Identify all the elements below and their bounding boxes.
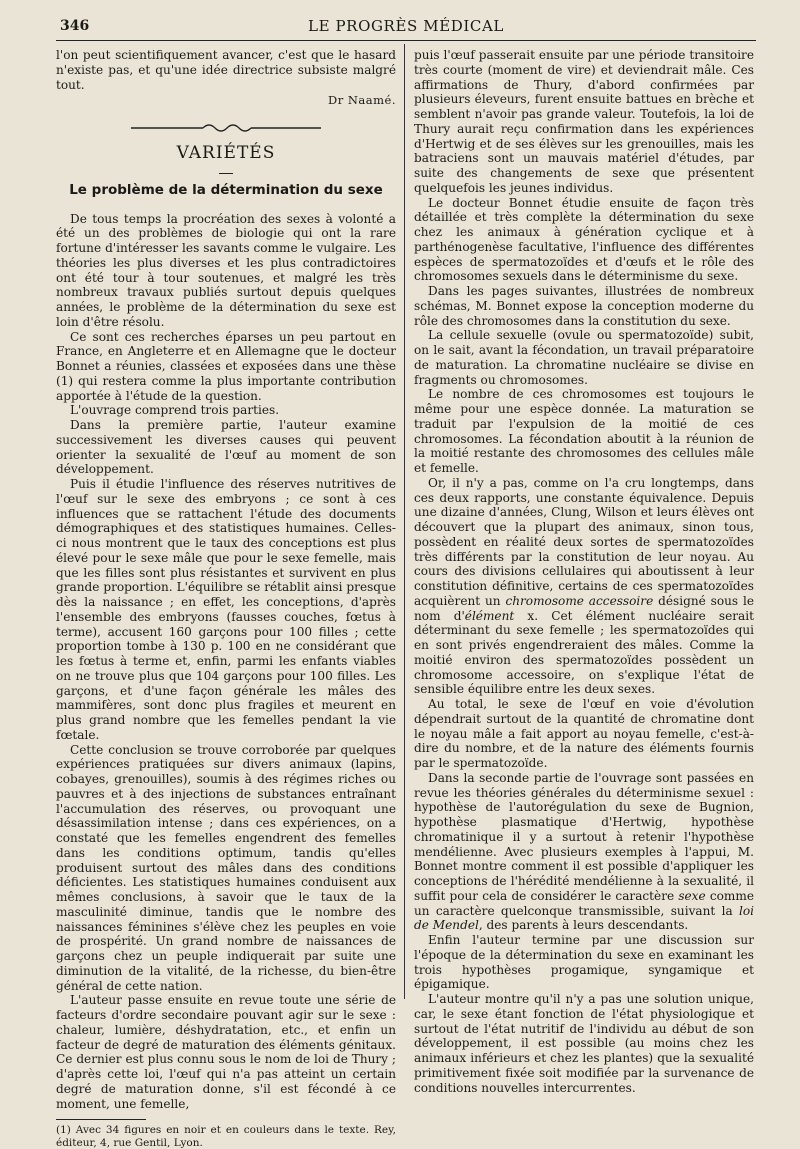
text-run: Dans la seconde partie de l'ouvrage sont passées en revue les théories générales du déterminisme sexuel : hypothèse de l'autorégulation du sexe de Bugnion, hypothèse plasmatique d'Hertwig, hypothèse chromatinique il y a surtout à retenir l'hypothèse mendélienne. Avec plusieurs exemples à l'appui, M. Bonnet montre comment il est possible d'appliquer les conceptions de l'hérédité mendélienne à la sexualité, il suffit pour cela de considérer le caractère <box>414 770 754 903</box>
body-paragraph <box>414 284 754 328</box>
footnote: (1) Avec 34 figures en noir et en couleurs dans le texte. Rey, éditeur, 4, rue Gentil, Lyon. <box>56 1124 396 1149</box>
text-run: x. Cet élément nucléaire serait déterminant du sexe femelle ; les spermatozoïdes qui en sont privés engendreraient des mâles. Comme la moitié environ des spermatozoïdes possèdent un chromosome accessoire, on s'explique l'état de sensible équilibre entre les deux sexes. <box>414 608 754 697</box>
body-paragraph <box>414 196 754 285</box>
text-run: Dans les pages suivantes, illustrées de nombreux schémas, M. Bonnet expose la conception moderne du rôle des chromosomes dans la constitution du sexe. <box>414 284 754 328</box>
italic-text: chromosome accessoire <box>505 593 654 608</box>
body-paragraph <box>414 771 754 933</box>
body-paragraph: Dans la première partie, l'auteur examine successivement les diverses causes qui peuvent orienter la sexualité de l'œuf au moment de son développement. <box>56 418 396 477</box>
page-number: 346 <box>60 18 90 34</box>
intro-paragraph: l'on peut scientifiquement avancer, c'est que le hasard n'existe pas, et qu'une idée directrice subsiste malgré tout. <box>56 48 396 92</box>
header-rule <box>56 40 756 41</box>
section-title: VARIÉTÉS <box>176 143 276 163</box>
right-column <box>414 48 754 1095</box>
body-paragraph <box>414 387 754 476</box>
body-paragraph: L'ouvrage comprend trois parties. <box>70 403 280 418</box>
text-run: comme un caractère quelconque transmissible, suivant la <box>414 888 754 918</box>
text-run: La cellule sexuelle (ovule ou spermatozoïde) subit, on le sait, avant la fécondation, un travail préparatoire de maturation. La chromatine nucléaire se divise en fragments ou chromosomes. <box>414 328 754 387</box>
section-dash <box>56 163 396 169</box>
italic-text: loi de Mendel <box>414 903 754 933</box>
body-paragraph: Cette conclusion se trouve corroborée par quelques expériences pratiquées sur divers animaux (lapins, cobayes, grenouilles), soumis à des régimes riches ou pauvres et à des injections de substances entraînant l'accumulation des réserves, ou provoquant une désassimilation intense ; dans ces expériences, on a constaté que les femelles engendrent des femelles dans les conditions optimum, tandis qu'elles produisent surtout des mâles dans des conditions déficientes. Les statistiques humaines conduisent aux mêmes conclusions, à savoir que le taux de la masculinité diminue, tandis que le nombre des naissances féminines s'élève chez les peuples en voie de prospérité. Un grand nombre de naissances de garçons chez un peuple indiquerait par suite une diminution de la vitalité, de la richesse, du bien-être général de cette nation. <box>56 742 396 993</box>
body-paragraph <box>414 697 754 771</box>
left-column <box>56 48 396 1149</box>
text-run: L'auteur montre qu'il n'y a pas une solution unique, car, le sexe étant fonction de l'état physiologique et surtout de l'état nutritif de l'individu au début de son développement, il est possible (au moins chez les animaux inférieurs et chez les plantes) que la sexualité primitivement fixée soit modifiée par la survenance de conditions nouvelles intercurrentes. <box>414 992 754 1095</box>
article-title: Le problème de la détermination du sexe <box>69 181 383 198</box>
text-run: Or, il n'y a pas, comme on l'a cru longtemps, dans ces deux rapports, une constante équivalence. Depuis une dizaine d'années, Clung, Wilson et leurs élèves ont découvert que la plupart des animaux, sinon tous, possèdent en réalité deux sortes de spermatozoïdes très différents par la constitution de leur noyau. Au cours des divisions cellulaires qui aboutissent à leur constitution définitive, certains de ces spermatozoïdes acquièrent un <box>414 475 754 608</box>
page-header <box>56 14 756 38</box>
body-paragraph <box>414 48 754 196</box>
text-run: , des parents à leurs descendants. <box>478 918 689 933</box>
text-run: Enfin l'auteur termine par une discussion sur l'époque de la détermination du sexe en examinant les trois hypothèses progamique, syngamique et épigamique. <box>414 933 754 992</box>
running-title: LE PROGRÈS MÉDICAL <box>308 17 504 35</box>
italic-text: élément <box>464 608 515 623</box>
body-paragraph <box>414 476 754 697</box>
body-paragraph <box>414 992 754 1095</box>
body-paragraph: Ce sont ces recherches éparses un peu partout en France, en Angleterre et en Allemagne que le docteur Bonnet a réunies, classées et exposées dans une thèse (1) qui restera comme la plus importante contribution apportée à l'étude de la question. <box>56 329 396 403</box>
text-run: Le docteur Bonnet étudie ensuite de façon très détaillée et très complète la détermination du sexe chez les animaux à génération cyclique et à parthénogenèse facultative, l'influence des différentes espèces de spermatozoïdes et d'œufs et le rôle des chromosomes sexuels dans le déterminisme du sexe. <box>414 195 754 284</box>
text-run: Au total, le sexe de l'œuf en voie d'évolution dépendrait surtout de la quantité de chromatine dont le noyau mâle a fait apport au noyau femelle, c'est-à-dire du nombre, et de la nature des éléments fournis par le spermatozoïde. <box>414 697 754 770</box>
author-signature: Dr Naamé. <box>327 93 396 108</box>
body-paragraph: De tous temps la procréation des sexes à volonté a été un des problèmes de biologie qui ont la rare fortune d'intéresser les savants comme le vulgaire. Les théories les plus diverses et les plus contradictoires ont été tour à tour soutenues, et malgré les très nombreux travaux publiés surtout depuis quelques années, le problème de la détermination du sexe est loin d'être résolu. <box>56 211 396 329</box>
column-divider <box>404 44 405 999</box>
body-paragraph <box>414 933 754 992</box>
article-body-left <box>56 212 396 1112</box>
italic-text: sexe <box>678 888 706 903</box>
text-run: désigné sous le nom d' <box>414 593 755 623</box>
body-paragraph: Puis il étudie l'influence des réserves nutritives de l'œuf sur le sexe des embryons ; ce sont à ces influences que se rattachent l'étude des documents démographiques et des statistiques humaines. Celles-ci nous montrent que le taux des conceptions est plus élevé pour le sexe mâle que pour le sexe femelle, mais que les filles sont plus résistantes et survivent en plus grande proportion. L'équilibre se rétablit ainsi presque dès la naissance ; en effet, les conceptions, d'après l'ensemble des embryons (fausses couches, fœtus à terme), accusent 160 garçons pour 100 filles ; cette proportion tombe à 130 p. 100 en ne considérant que les fœtus à terme et, enfin, parmi les enfants viables on ne trouve plus que 104 garçons pour 100 filles. Les garçons, et d'une façon générale les mâles des mammifères, sont donc plus fragiles et meurent en plus grand nombre que les femelles pendant la vie fœtale. <box>56 477 396 742</box>
body-paragraph: L'auteur passe ensuite en revue toute une série de facteurs d'ordre secondaire pouvant agir sur le sexe : chaleur, lumière, déshydratation, etc., et enfin un facteur de degré de maturation des éléments génitaux. Ce dernier est plus connu sous le nom de loi de Thury ; d'après cette loi, l'œuf qui n'a pas atteint un certain degré de maturation donne, s'il est fécondé à ce moment, une femelle, <box>56 993 396 1111</box>
body-paragraph <box>414 328 754 387</box>
ornamental-divider <box>56 122 396 136</box>
text-run: puis l'œuf passerait ensuite par une période transitoire très courte (moment de vire) et deviendrait mâle. Ces affirmations de Thury, d'abord confirmées par plusieurs éleveurs, furent ensuite battues en brèche et semblent n'avoir pas grande valeur. Toutefois, la loi de Thury aurait reçu confirmation dans les expériences d'Hertwig et de ses élèves sur les grenouilles, mais les batraciens sont un mauvais matériel d'études, par suite des changements de sexe que présentent quelquefois les jeunes individus. <box>414 48 754 195</box>
text-run: Le nombre de ces chromosomes est toujours le même pour une espèce donnée. La maturation se traduit par l'expulsion de la moitié de ces chromosomes. La fécondation aboutit à la réunion de la moitié restante des chromosomes des cellules mâle et femelle. <box>414 387 754 475</box>
footnote-rule <box>56 1119 146 1120</box>
